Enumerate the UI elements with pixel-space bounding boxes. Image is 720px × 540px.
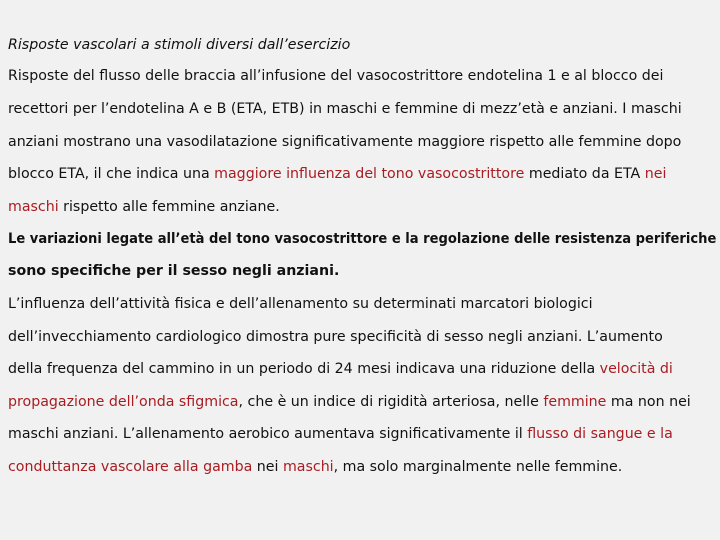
text-run: ma non nei <box>606 394 691 410</box>
text-run: rispetto alle femmine anziane. <box>58 199 280 215</box>
paragraph-3-line-2: dell’invecchiamento cardiologico dimostra pure specificità di sesso negli anziani. L’aumento <box>8 329 663 345</box>
paragraph-1-line-4 <box>8 164 666 184</box>
highlighted-text: propagazione dell’onda sfigmica <box>8 394 239 410</box>
highlighted-text: maggiore influenza del tono vasocostrittore <box>214 166 525 182</box>
paragraph-1-line-3: anziani mostrano una vasodilatazione significativamente maggiore rispetto alle femmine dopo <box>8 134 682 150</box>
paragraph-3-line-1: L’influenza dell’attività fisica e dell’allenamento su determinati marcatori biologici <box>8 296 593 312</box>
paragraph-3-line-4 <box>8 392 691 412</box>
paragraph-1-line-1: Risposte del flusso delle braccia all’infusione del vasocostrittore endotelina 1 e al blocco dei <box>8 68 664 84</box>
text-run: mediato da ETA <box>524 166 645 182</box>
paragraph-1-line-5 <box>8 197 280 217</box>
highlighted-text: conduttanza vascolare alla gamba <box>8 459 253 475</box>
text-run: blocco ETA, il che indica una <box>8 166 215 182</box>
paragraph-1-line-2: recettori per l’endotelina A e B (ETA, ETB) in maschi e femmine di mezz’età e anziani. I maschi <box>8 101 682 117</box>
paragraph-3-line-6 <box>8 457 622 477</box>
highlighted-text: femmine <box>543 394 607 410</box>
slide-title: Risposte vascolari a stimoli diversi dall’esercizio <box>8 37 351 53</box>
paragraph-3-line-5 <box>8 424 673 444</box>
text-run: nei <box>252 459 283 475</box>
highlighted-text: flusso di sangue e la <box>527 426 673 442</box>
highlighted-text: maschi <box>282 459 334 475</box>
paragraph-2-line-1: Le variazioni legate all’età del tono vasocostrittore e la regolazione delle resistenza periferiche <box>8 231 717 247</box>
highlighted-text: nei <box>644 166 667 182</box>
paragraph-2-line-2: sono specifiche per il sesso negli anziani. <box>8 263 340 279</box>
text-run: , ma solo marginalmente nelle femmine. <box>333 459 623 475</box>
text-run: , che è un indice di rigidità arteriosa, nelle <box>238 394 544 410</box>
text-run: della frequenza del cammino in un periodo di 24 mesi indicava una riduzione della <box>8 361 600 377</box>
highlighted-text: maschi <box>8 199 59 215</box>
text-run: maschi anziani. L’allenamento aerobico aumentava significativamente il <box>8 426 528 442</box>
paragraph-3-line-3 <box>8 359 673 379</box>
highlighted-text: velocità di <box>599 361 673 377</box>
